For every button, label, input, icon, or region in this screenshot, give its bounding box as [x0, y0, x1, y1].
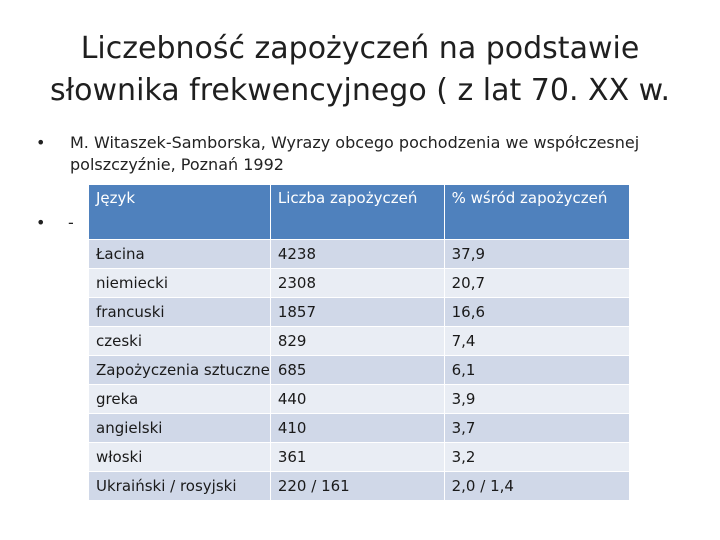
cell-language: Ukraiński / rosyjski: [89, 472, 271, 501]
cell-percent: 16,6: [445, 298, 630, 327]
header-language: Język: [89, 185, 271, 240]
cell-count: 829: [271, 327, 445, 356]
table-header-row: [89, 185, 630, 240]
table-row: [89, 269, 630, 298]
header-count: Liczba zapożyczeń: [271, 185, 445, 240]
cell-count: 440: [271, 385, 445, 414]
cell-percent: 7,4: [445, 327, 630, 356]
cell-count: 4238: [271, 240, 445, 269]
cell-count: 410: [271, 414, 445, 443]
bullet-dot-icon: •: [36, 133, 46, 152]
table-row: [89, 327, 630, 356]
cell-language: czeski: [89, 327, 271, 356]
cell-count: 1857: [271, 298, 445, 327]
cell-percent: 37,9: [445, 240, 630, 269]
cell-count: 2308: [271, 269, 445, 298]
bullet-item-source: [36, 132, 660, 176]
cell-count: 685: [271, 356, 445, 385]
bullet-text-dash: -: [68, 213, 74, 232]
table-row: [89, 472, 630, 501]
cell-language: francuski: [89, 298, 271, 327]
bullet-text-source: M. Witaszek-Samborska, Wyrazy obcego pochodzenia we współczesnej polszczyźnie, Poznań 1992: [70, 133, 640, 174]
cell-count: 220 / 161: [271, 472, 445, 501]
slide-title-line-1: Liczebność zapożyczeń na podstawie: [80, 31, 640, 66]
slide-title-line-2: słownika frekwencyjnego ( z lat 70. XX w.: [50, 73, 670, 108]
table-row: [89, 356, 630, 385]
cell-percent: 2,0 / 1,4: [445, 472, 630, 501]
cell-language: Zapożyczenia sztuczne: [89, 356, 271, 385]
cell-percent: 3,9: [445, 385, 630, 414]
table-row: [89, 385, 630, 414]
cell-percent: 3,2: [445, 443, 630, 472]
header-percent: % wśród zapożyczeń: [445, 185, 630, 240]
cell-percent: 6,1: [445, 356, 630, 385]
cell-count: 361: [271, 443, 445, 472]
cell-language: angielski: [89, 414, 271, 443]
table-row: [89, 443, 630, 472]
bullet-dot-icon: •: [36, 213, 46, 232]
cell-language: Łacina: [89, 240, 271, 269]
slide-title: [0, 28, 720, 112]
cell-percent: 20,7: [445, 269, 630, 298]
cell-language: włoski: [89, 443, 271, 472]
table-row: [89, 298, 630, 327]
table-row: [89, 240, 630, 269]
cell-percent: 3,7: [445, 414, 630, 443]
borrowings-table: [89, 185, 630, 501]
table-row: [89, 414, 630, 443]
cell-language: niemiecki: [89, 269, 271, 298]
cell-language: greka: [89, 385, 271, 414]
